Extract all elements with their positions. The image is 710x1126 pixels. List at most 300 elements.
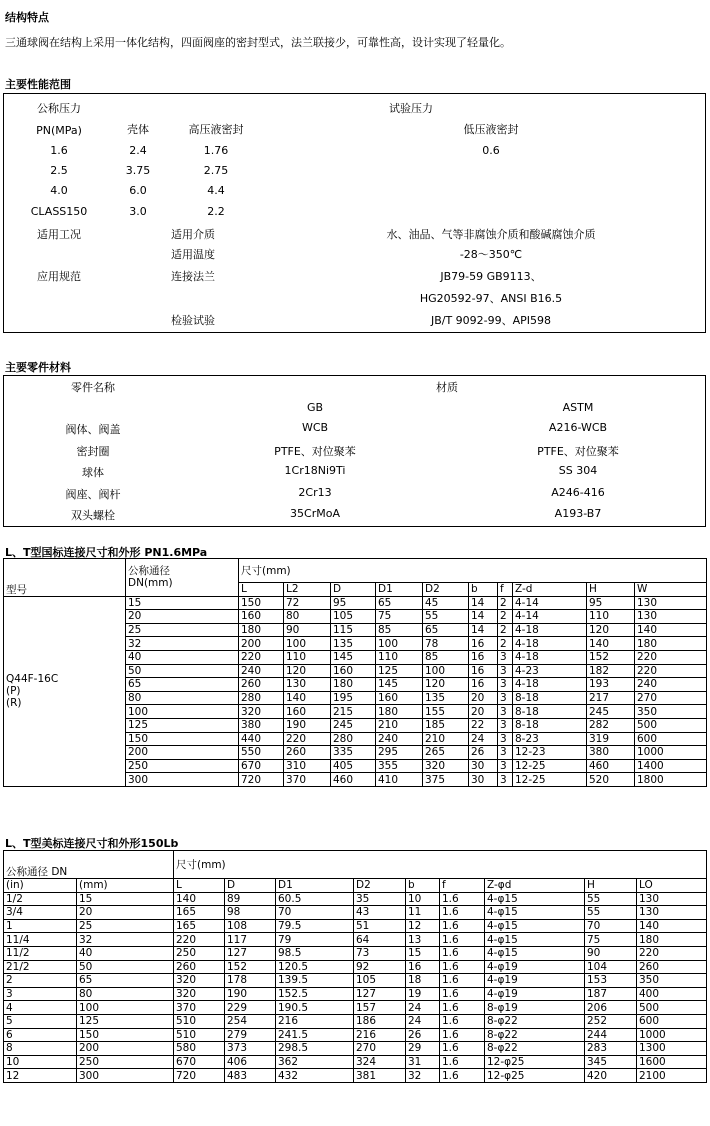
table-cell: 210 bbox=[376, 718, 423, 732]
model-cell bbox=[4, 596, 126, 786]
table-cell: 145 bbox=[331, 650, 376, 664]
table-cell: 270 bbox=[635, 691, 707, 705]
table-cell: 12 bbox=[406, 919, 440, 933]
column-header: H bbox=[587, 583, 635, 597]
table-cell: 72 bbox=[284, 596, 331, 610]
table-cell: 120.5 bbox=[276, 960, 354, 974]
table-cell: 4-φ15 bbox=[485, 919, 585, 933]
shell-value: 3.75 bbox=[125, 164, 151, 177]
table-cell: 157 bbox=[354, 1001, 406, 1015]
test-value: JB/T 9092-99、API598 bbox=[430, 314, 552, 327]
table-cell: 3 bbox=[4, 987, 77, 1001]
table-cell: 279 bbox=[225, 1028, 276, 1042]
table-cell: 440 bbox=[239, 732, 284, 746]
table-cell: 25 bbox=[126, 623, 239, 637]
table-cell: 160 bbox=[331, 664, 376, 678]
table-cell: 280 bbox=[239, 691, 284, 705]
gb-label: GB bbox=[306, 401, 324, 414]
table-cell: 75 bbox=[585, 933, 637, 947]
table-cell: 140 bbox=[174, 892, 225, 906]
dn-header bbox=[126, 559, 239, 597]
table-cell: 12-25 bbox=[513, 759, 587, 773]
table-cell: 105 bbox=[331, 610, 376, 624]
table-cell: 250 bbox=[126, 759, 239, 773]
table-cell: 73 bbox=[354, 946, 406, 960]
table-cell: 3 bbox=[498, 746, 513, 760]
pn-value: 1.6 bbox=[50, 144, 68, 157]
table-cell: 100 bbox=[77, 1001, 174, 1015]
model-line: (R) bbox=[6, 697, 22, 710]
table-cell: 50 bbox=[77, 960, 174, 974]
table-cell: 160 bbox=[376, 691, 423, 705]
table-cell: 140 bbox=[637, 919, 707, 933]
table-row bbox=[4, 1055, 707, 1069]
table-cell: 12 bbox=[4, 1069, 77, 1083]
table-cell: 12-φ25 bbox=[485, 1055, 585, 1069]
table-cell: 22 bbox=[469, 718, 498, 732]
table-cell: 3 bbox=[498, 759, 513, 773]
model-header: 型号 bbox=[4, 559, 126, 597]
column-header: H bbox=[585, 879, 637, 893]
table-cell: 180 bbox=[635, 637, 707, 651]
material-label: 材质 bbox=[436, 381, 458, 394]
table-cell: 2 bbox=[498, 623, 513, 637]
table-cell: 20 bbox=[469, 691, 498, 705]
table-cell: 70 bbox=[585, 919, 637, 933]
flange-value-1: JB79-59 GB9113、 bbox=[440, 270, 542, 283]
table-cell: 155 bbox=[423, 705, 469, 719]
table-cell: 20 bbox=[126, 610, 239, 624]
table-cell: 240 bbox=[635, 678, 707, 692]
table-cell: 1.6 bbox=[440, 1042, 485, 1056]
nominal-pressure-label: 公称压力 bbox=[37, 102, 81, 115]
table-cell: 8-φ22 bbox=[485, 1028, 585, 1042]
table-cell: 110 bbox=[284, 650, 331, 664]
table-cell: 65 bbox=[77, 974, 174, 988]
table-cell: 145 bbox=[376, 678, 423, 692]
part-name: 密封圈 bbox=[76, 445, 110, 458]
table-cell: 1.6 bbox=[440, 960, 485, 974]
column-header: LO bbox=[637, 879, 707, 893]
table-cell: 420 bbox=[585, 1069, 637, 1083]
table-cell: 1.6 bbox=[440, 1055, 485, 1069]
table-cell: 125 bbox=[77, 1014, 174, 1028]
mm-header: (mm) bbox=[77, 879, 174, 893]
table-cell: 600 bbox=[637, 1014, 707, 1028]
table-cell: 80 bbox=[284, 610, 331, 624]
table-cell: 11/2 bbox=[4, 946, 77, 960]
table-cell: 335 bbox=[331, 746, 376, 760]
table-cell: 200 bbox=[239, 637, 284, 651]
dim-header: 尺寸(mm) bbox=[239, 559, 707, 583]
table-cell: 105 bbox=[354, 974, 406, 988]
table-cell: 178 bbox=[225, 974, 276, 988]
part-name: 阀座、阀杆 bbox=[65, 488, 121, 501]
table-cell: 127 bbox=[354, 987, 406, 1001]
table-cell: 140 bbox=[587, 637, 635, 651]
table-cell: 15 bbox=[406, 946, 440, 960]
table-cell: 370 bbox=[174, 1001, 225, 1015]
table-cell: 16 bbox=[469, 664, 498, 678]
table-cell: 50 bbox=[126, 664, 239, 678]
gb-material: 1Cr18Ni9Ti bbox=[284, 464, 346, 477]
table-cell: 4-φ19 bbox=[485, 974, 585, 988]
table-cell: 51 bbox=[354, 919, 406, 933]
table-cell: 350 bbox=[635, 705, 707, 719]
table-cell: 300 bbox=[77, 1069, 174, 1083]
table-cell: 300 bbox=[126, 773, 239, 787]
table-row bbox=[4, 919, 707, 933]
table-row bbox=[4, 1014, 707, 1028]
table-cell: 8-18 bbox=[513, 718, 587, 732]
materials-title: 主要零件材料 bbox=[5, 361, 71, 374]
table-cell: 229 bbox=[225, 1001, 276, 1015]
table-row bbox=[4, 1028, 707, 1042]
flange-label: 连接法兰 bbox=[171, 270, 215, 283]
table-cell: 1.6 bbox=[440, 1069, 485, 1083]
table-cell: 29 bbox=[406, 1042, 440, 1056]
table-cell: 80 bbox=[77, 987, 174, 1001]
table-cell: 216 bbox=[276, 1014, 354, 1028]
table-cell: 216 bbox=[354, 1028, 406, 1042]
table-cell: 120 bbox=[284, 664, 331, 678]
table-cell: 260 bbox=[637, 960, 707, 974]
table-cell: 190 bbox=[284, 718, 331, 732]
table-cell: 210 bbox=[423, 732, 469, 746]
table-cell: 79.5 bbox=[276, 919, 354, 933]
table-cell: 65 bbox=[376, 596, 423, 610]
table-cell: 75 bbox=[376, 610, 423, 624]
table-cell: 2 bbox=[498, 610, 513, 624]
table2-title: L、T型美标连接尺寸和外形150Lb bbox=[5, 837, 179, 850]
shell-value: 2.4 bbox=[129, 144, 147, 157]
table-cell: 2 bbox=[498, 637, 513, 651]
table-cell: 240 bbox=[239, 664, 284, 678]
table-cell: 1.6 bbox=[440, 987, 485, 1001]
table-cell: 355 bbox=[376, 759, 423, 773]
table-cell: 98 bbox=[225, 906, 276, 920]
table-cell: 720 bbox=[239, 773, 284, 787]
pn-value: 4.0 bbox=[50, 184, 68, 197]
table-cell: 3 bbox=[498, 773, 513, 787]
gb-material: 35CrMoA bbox=[290, 507, 340, 520]
table-cell: 406 bbox=[225, 1055, 276, 1069]
table-cell: 4-φ15 bbox=[485, 892, 585, 906]
medium-label: 适用介质 bbox=[171, 228, 215, 241]
dn-header-line2: DN(mm) bbox=[128, 577, 173, 590]
table-cell: 150 bbox=[239, 596, 284, 610]
table-cell: 381 bbox=[354, 1069, 406, 1083]
table-cell: 11/4 bbox=[4, 933, 77, 947]
table-cell: 260 bbox=[239, 678, 284, 692]
table-cell: 295 bbox=[376, 746, 423, 760]
table-cell: 193 bbox=[587, 678, 635, 692]
table-cell: 580 bbox=[174, 1042, 225, 1056]
table-cell: 15 bbox=[126, 596, 239, 610]
table-cell: 104 bbox=[585, 960, 637, 974]
table-cell: 324 bbox=[354, 1055, 406, 1069]
pn-label: PN(MPa) bbox=[36, 124, 82, 137]
table-cell: 16 bbox=[469, 650, 498, 664]
table-cell: 220 bbox=[635, 650, 707, 664]
table-cell: 14 bbox=[469, 596, 498, 610]
table-cell: 185 bbox=[423, 718, 469, 732]
table-cell: 125 bbox=[126, 718, 239, 732]
table-cell: 220 bbox=[239, 650, 284, 664]
table-cell: 4-18 bbox=[513, 650, 587, 664]
table-cell: 100 bbox=[126, 705, 239, 719]
medium-value: 水、油品、气等非腐蚀介质和酸碱腐蚀介质 bbox=[386, 228, 596, 241]
hp-value: 2.2 bbox=[207, 205, 225, 218]
table-cell: 2 bbox=[498, 596, 513, 610]
table-cell: 410 bbox=[376, 773, 423, 787]
table-cell: 14 bbox=[469, 610, 498, 624]
table-cell: 4-14 bbox=[513, 610, 587, 624]
table-cell: 370 bbox=[284, 773, 331, 787]
table-cell: 152 bbox=[587, 650, 635, 664]
table-cell: 500 bbox=[637, 1001, 707, 1015]
table-cell: 11 bbox=[406, 906, 440, 920]
table-cell: 35 bbox=[354, 892, 406, 906]
table-cell: 160 bbox=[284, 705, 331, 719]
column-header: D2 bbox=[354, 879, 406, 893]
table-cell: 85 bbox=[376, 623, 423, 637]
table-cell: 186 bbox=[354, 1014, 406, 1028]
table-cell: 600 bbox=[635, 732, 707, 746]
table-cell: 520 bbox=[587, 773, 635, 787]
table-cell: 20 bbox=[469, 705, 498, 719]
table-row bbox=[4, 987, 707, 1001]
gb-dimension-table bbox=[3, 558, 707, 787]
astm-material: SS 304 bbox=[558, 464, 598, 477]
table-cell: 32 bbox=[126, 637, 239, 651]
table-cell: 78 bbox=[423, 637, 469, 651]
table-cell: 3 bbox=[498, 691, 513, 705]
table-cell: 3 bbox=[498, 732, 513, 746]
table-cell: 432 bbox=[276, 1069, 354, 1083]
table-cell: 152 bbox=[225, 960, 276, 974]
table-cell: 1.6 bbox=[440, 1028, 485, 1042]
gb-material: WCB bbox=[301, 421, 329, 434]
table-cell: 400 bbox=[637, 987, 707, 1001]
working-label: 适用工况 bbox=[37, 228, 81, 241]
table-cell: 220 bbox=[635, 664, 707, 678]
table-cell: 32 bbox=[406, 1069, 440, 1083]
table-cell: 1400 bbox=[635, 759, 707, 773]
table-cell: 345 bbox=[585, 1055, 637, 1069]
table-cell: 4-φ15 bbox=[485, 946, 585, 960]
table-cell: 100 bbox=[376, 637, 423, 651]
shell-value: 3.0 bbox=[129, 205, 147, 218]
column-header: f bbox=[440, 879, 485, 893]
gb-material: 2Cr13 bbox=[298, 486, 332, 499]
table-cell: 405 bbox=[331, 759, 376, 773]
table-cell: 670 bbox=[239, 759, 284, 773]
gb-material: PTFE、对位聚苯 bbox=[274, 445, 356, 458]
table-cell: 220 bbox=[174, 933, 225, 947]
table-cell: 165 bbox=[174, 906, 225, 920]
table-cell: 510 bbox=[174, 1014, 225, 1028]
table-cell: 8-18 bbox=[513, 691, 587, 705]
table-cell: 550 bbox=[239, 746, 284, 760]
table-cell: 165 bbox=[174, 919, 225, 933]
flange-value-2: HG20592-97、ANSI B16.5 bbox=[419, 292, 563, 305]
test-pressure-label: 试验压力 bbox=[389, 102, 433, 115]
table-cell: 26 bbox=[406, 1028, 440, 1042]
column-header: D1 bbox=[376, 583, 423, 597]
table-cell: 320 bbox=[423, 759, 469, 773]
table-row bbox=[4, 596, 707, 610]
table-cell: 15 bbox=[77, 892, 174, 906]
table-cell: 190.5 bbox=[276, 1001, 354, 1015]
table-cell: 117 bbox=[225, 933, 276, 947]
part-name: 双头螺栓 bbox=[71, 509, 115, 522]
table-cell: 375 bbox=[423, 773, 469, 787]
table-cell: 320 bbox=[174, 987, 225, 1001]
dn-header-line1: 公称通径 bbox=[128, 565, 170, 578]
table-cell: 1/2 bbox=[4, 892, 77, 906]
table-cell: 16 bbox=[469, 678, 498, 692]
hp-value: 2.75 bbox=[203, 164, 229, 177]
astm-material: PTFE、对位聚苯 bbox=[537, 445, 619, 458]
table-cell: 2 bbox=[4, 974, 77, 988]
table-cell: 135 bbox=[423, 691, 469, 705]
table-row bbox=[4, 946, 707, 960]
table-cell: 460 bbox=[331, 773, 376, 787]
table-cell: 320 bbox=[239, 705, 284, 719]
table-cell: 1600 bbox=[637, 1055, 707, 1069]
table-cell: 3 bbox=[498, 664, 513, 678]
table-cell: 1800 bbox=[635, 773, 707, 787]
column-header: D bbox=[331, 583, 376, 597]
table-cell: 43 bbox=[354, 906, 406, 920]
test-label: 检验试验 bbox=[171, 314, 215, 327]
table-cell: 298.5 bbox=[276, 1042, 354, 1056]
table-cell: 270 bbox=[354, 1042, 406, 1056]
part-name: 球体 bbox=[82, 466, 104, 479]
table-cell: 16 bbox=[469, 637, 498, 651]
shell-label: 壳体 bbox=[127, 123, 149, 136]
table-cell: 500 bbox=[635, 718, 707, 732]
table-cell: 140 bbox=[635, 623, 707, 637]
table-cell: 12-25 bbox=[513, 773, 587, 787]
table-cell: 79 bbox=[276, 933, 354, 947]
table1-title: L、T型国标连接尺寸和外形 PN1.6MPa bbox=[5, 546, 208, 559]
table-cell: 12-φ25 bbox=[485, 1069, 585, 1083]
pn-value: CLASS150 bbox=[30, 205, 88, 218]
table-cell: 187 bbox=[585, 987, 637, 1001]
table-row bbox=[4, 933, 707, 947]
table-cell: 310 bbox=[284, 759, 331, 773]
table-cell: 14 bbox=[469, 623, 498, 637]
table-cell: 120 bbox=[587, 623, 635, 637]
table-cell: 3/4 bbox=[4, 906, 77, 920]
part-name-label: 零件名称 bbox=[71, 381, 115, 394]
performance-box bbox=[3, 93, 706, 333]
table-cell: 125 bbox=[376, 664, 423, 678]
table-cell: 380 bbox=[239, 718, 284, 732]
table-cell: 16 bbox=[406, 960, 440, 974]
table-cell: 13 bbox=[406, 933, 440, 947]
table-cell: 220 bbox=[284, 732, 331, 746]
table-cell: 2100 bbox=[637, 1069, 707, 1083]
table-cell: 320 bbox=[174, 974, 225, 988]
table-cell: 215 bbox=[331, 705, 376, 719]
table-cell: 350 bbox=[637, 974, 707, 988]
materials-box bbox=[3, 375, 706, 527]
table-cell: 1.6 bbox=[440, 974, 485, 988]
column-header: b bbox=[406, 879, 440, 893]
table-cell: 90 bbox=[585, 946, 637, 960]
table-cell: 1000 bbox=[635, 746, 707, 760]
hp-value: 4.4 bbox=[207, 184, 225, 197]
table-cell: 3 bbox=[498, 705, 513, 719]
table-cell: 282 bbox=[587, 718, 635, 732]
table-cell: 1000 bbox=[637, 1028, 707, 1042]
table-cell: 152.5 bbox=[276, 987, 354, 1001]
table-cell: 260 bbox=[284, 746, 331, 760]
table-cell: 720 bbox=[174, 1069, 225, 1083]
hp-seal-label: 高压液密封 bbox=[188, 123, 244, 136]
table-cell: 460 bbox=[587, 759, 635, 773]
table-cell: 4-18 bbox=[513, 637, 587, 651]
table-cell: 55 bbox=[585, 906, 637, 920]
table-row bbox=[4, 906, 707, 920]
table-cell: 153 bbox=[585, 974, 637, 988]
table-cell: 12-23 bbox=[513, 746, 587, 760]
table-cell: 319 bbox=[587, 732, 635, 746]
table-cell: 1.6 bbox=[440, 919, 485, 933]
table-cell: 20 bbox=[77, 906, 174, 920]
table-cell: 5 bbox=[4, 1014, 77, 1028]
table-cell: 130 bbox=[635, 596, 707, 610]
table-cell: 70 bbox=[276, 906, 354, 920]
table-cell: 160 bbox=[239, 610, 284, 624]
table-row bbox=[4, 960, 707, 974]
astm-material: A193-B7 bbox=[554, 507, 602, 520]
table-cell: 510 bbox=[174, 1028, 225, 1042]
table-cell: 220 bbox=[637, 946, 707, 960]
column-header: D1 bbox=[276, 879, 354, 893]
table-cell: 206 bbox=[585, 1001, 637, 1015]
column-header: L2 bbox=[284, 583, 331, 597]
table-cell: 45 bbox=[423, 596, 469, 610]
table-cell: 10 bbox=[406, 892, 440, 906]
table-cell: 250 bbox=[174, 946, 225, 960]
table-cell: 670 bbox=[174, 1055, 225, 1069]
table-cell: 150 bbox=[126, 732, 239, 746]
table-row bbox=[4, 974, 707, 988]
table-cell: 8-23 bbox=[513, 732, 587, 746]
table-cell: 65 bbox=[423, 623, 469, 637]
column-header: Z-φd bbox=[485, 879, 585, 893]
table-cell: 64 bbox=[354, 933, 406, 947]
table-cell: 1.6 bbox=[440, 892, 485, 906]
table-cell: 139.5 bbox=[276, 974, 354, 988]
table-cell: 3 bbox=[498, 678, 513, 692]
table-cell: 265 bbox=[423, 746, 469, 760]
table-cell: 1.6 bbox=[440, 1014, 485, 1028]
part-name: 阀体、阀盖 bbox=[65, 423, 121, 436]
table-cell: 98.5 bbox=[276, 946, 354, 960]
table-cell: 110 bbox=[587, 610, 635, 624]
table-cell: 150 bbox=[77, 1028, 174, 1042]
table-cell: 217 bbox=[587, 691, 635, 705]
table-cell: 8 bbox=[4, 1042, 77, 1056]
table-cell: 4-φ15 bbox=[485, 933, 585, 947]
lp-seal-label: 低压液密封 bbox=[463, 123, 519, 136]
table-cell: 373 bbox=[225, 1042, 276, 1056]
